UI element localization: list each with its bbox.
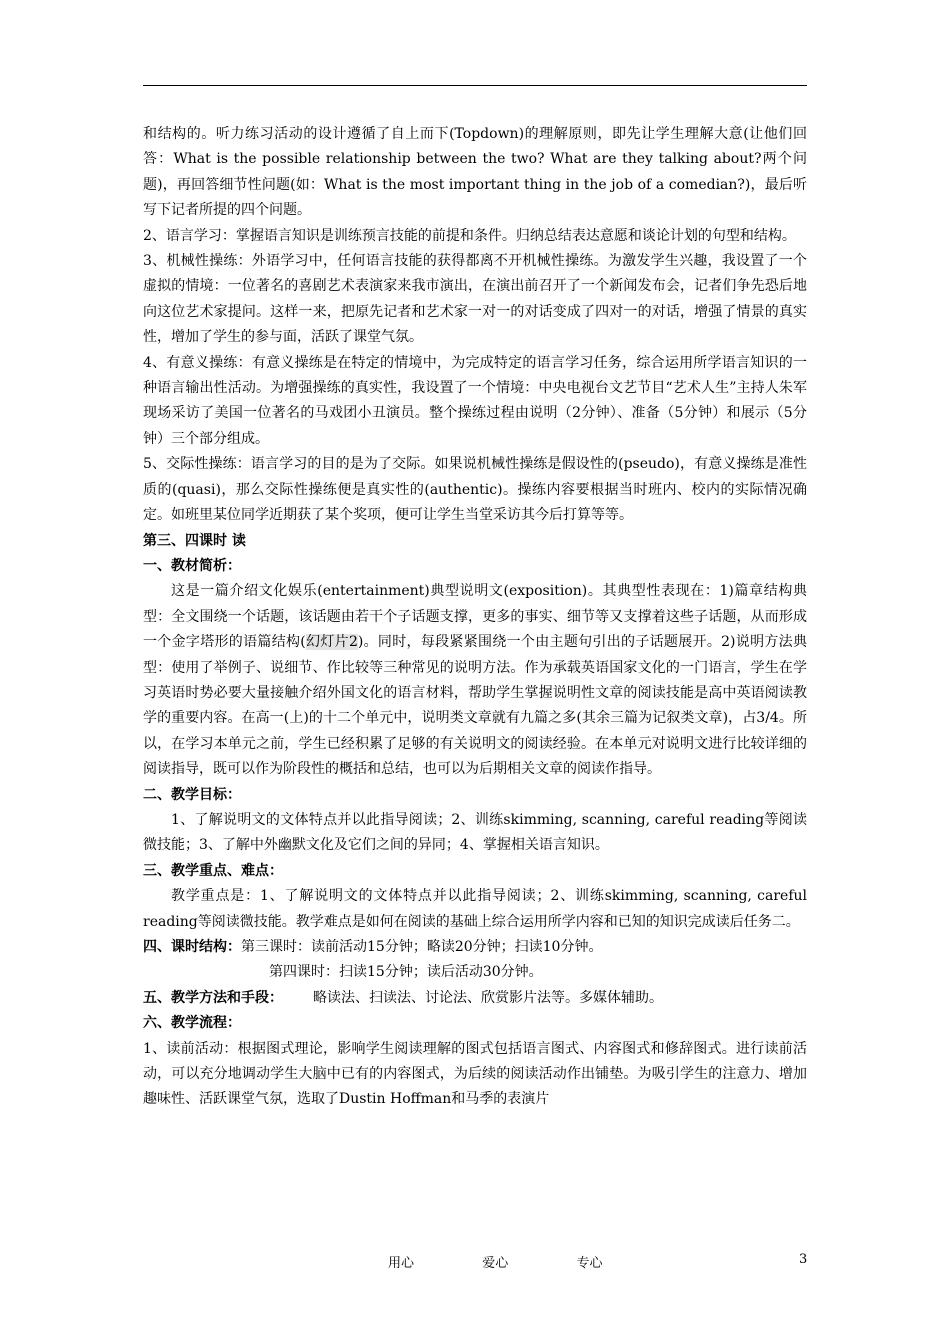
section-heading-analysis: 一、教材简析： xyxy=(143,557,241,574)
page-number: 3 xyxy=(799,1252,808,1267)
section-heading-key-points: 三、教学重点、难点： xyxy=(143,862,283,879)
slide-reference-highlight: 幻灯片2 xyxy=(305,634,358,651)
paragraph-mechanical-drill: 3、机械性操练：外语学习中，任何语言技能的获得都离不开机械性操练。为激发学生兴趣，我设置了一个虚拟的情境：一位著名的喜剧艺术表演家来我市演出，在演出前召开了一个新闻发布会，记者们争先恐后地向这位艺术家提问。这样一来，把原先记者和艺术家一对一的对话变成了四对一的对话，增强了情景的真实性，增加了学生的参与面，活跃了课堂气氛。 xyxy=(143,253,807,346)
paragraph-objectives: 1、了解说明文的文体特点并以此指导阅读；2、训练skimming, scanning, careful reading等阅读微技能；3、了解中外幽默文化及它们之间的异同；4、掌握相关语言知识。 xyxy=(143,811,807,854)
paragraph-meaningful-drill: 4、有意义操练：有意义操练是在特定的情境中，为完成特定的语言学习任务，综合运用所学语言知识的一种语言输出性活动。为增强操练的真实性，我设置了一个情境：中央电视台文艺节目“艺术人生”主持人朱军现场采访了美国一位著名的马戏团小丑演员。整个操练过程由说明（2分钟）、准备（5分钟）和展示（5分钟）三个部分组成。 xyxy=(143,354,807,447)
section-heading-structure: 四、课时结构： xyxy=(143,939,241,955)
document-body xyxy=(143,122,807,1113)
section-heading-methods: 五、教学方法和手段： xyxy=(143,989,283,1006)
paragraph-communicative-drill: 5、交际性操练：语言学习的目的是为了交际。如果说机械性操练是假设性的(pseudo)，有意义操练是准性质的(quasi)，那么交际性操练便是真实性的(authentic)。操练内容要根据当时班内、校内的实际情况确定。如班里某位同学近期获了某个奖项，便可让学生当堂采访其今后打算等等。 xyxy=(143,456,807,524)
paragraph-listening-design: 和结构的。听力练习活动的设计遵循了自上而下(Topdown)的理解原则，即先让学生理解大意(让他们回答：What is the possible relationship between the two? What are they talking about?两个问题)，再回答细节性问题(如：What is the most important thing in the job of a comedian?)，最后听写下记者所提的四个问题。 xyxy=(143,126,807,219)
section-heading-objectives: 二、教学目标： xyxy=(143,786,241,803)
header-rule xyxy=(143,85,807,86)
footer-motto: 用心 爱心 专心 xyxy=(388,1256,603,1271)
paragraph-text-analysis xyxy=(143,579,807,782)
structure-lesson-four: 第四课时：扫读15分钟；读后活动30分钟。 xyxy=(269,964,543,981)
paragraph-pre-reading: 1、读前活动：根据图式理论，影响学生阅读理解的图式包括语言图式、内容图式和修辞图式。进行读前活动，可以充分地调动学生大脑中已有的内容图式，为后续的阅读活动作出铺垫。为吸引学生的注意力、增加趣味性、活跃课堂气氛，选取了Dustin Hoffman和马季的表演片 xyxy=(143,1040,807,1108)
methods-line xyxy=(143,986,807,1011)
paragraph-key-points: 教学重点是：1、了解说明文的文体特点并以此指导阅读；2、训练skimming, scanning, careful reading等阅读微技能。教学难点是如何在阅读的基础上综合运用所学内容和已知的知识完成读后任务二。 xyxy=(143,888,807,930)
structure-lesson-three: 第三课时：读前活动15分钟；略读20分钟；扫读10分钟。 xyxy=(241,939,603,955)
paragraph-language-learning: 2、语言学习：掌握语言知识是训练预言技能的前提和条件。归纳总结表达意愿和谈论计划的句型和结构。 xyxy=(143,227,796,244)
section-heading-procedure: 六、教学流程： xyxy=(143,1015,241,1032)
lesson-heading: 第三、四课时 读 xyxy=(143,532,246,549)
lesson-structure-line-1 xyxy=(143,935,807,960)
methods-text: 略读法、扫读法、讨论法、欣赏影片法等。多媒体辅助。 xyxy=(313,989,663,1006)
analysis-text-part2: )。同时，每段紧紧围绕一个由主题句引出的子话题展开。2)说明方法典型：使用了举例子、说细节、作比较等三种常见的说明方法。作为承载英语国家文化的一门语言，学生在学习英语时势必要大量接触介绍外国文化的语言材料，帮助学生掌握说明性文章的阅读技能是高中英语阅读教学的重要内容。在高一(上)的十二个单元中，说明类文章就有九篇之多(其余三篇为记叙类文章)，占3/4。所以，在学习本单元之前，学生已经积累了足够的有关说明文的阅读经验。在本单元对说明文进行比较详细的阅读指导，既可以作为阶段性的概括和总结，也可以为后期相关文章的阅读作指导。 xyxy=(143,634,807,778)
analysis-text-part1: 这是一篇介绍文化娱乐(entertainment)典型说明文(exposition)。其典型性表现在：1)篇章结构典型：全文围绕一个话题，该话题由若干个子话题支撑，更多的事实、细节等又支撑着这些子话题，从而形成一个金字塔形的语篇结构( xyxy=(143,583,807,651)
